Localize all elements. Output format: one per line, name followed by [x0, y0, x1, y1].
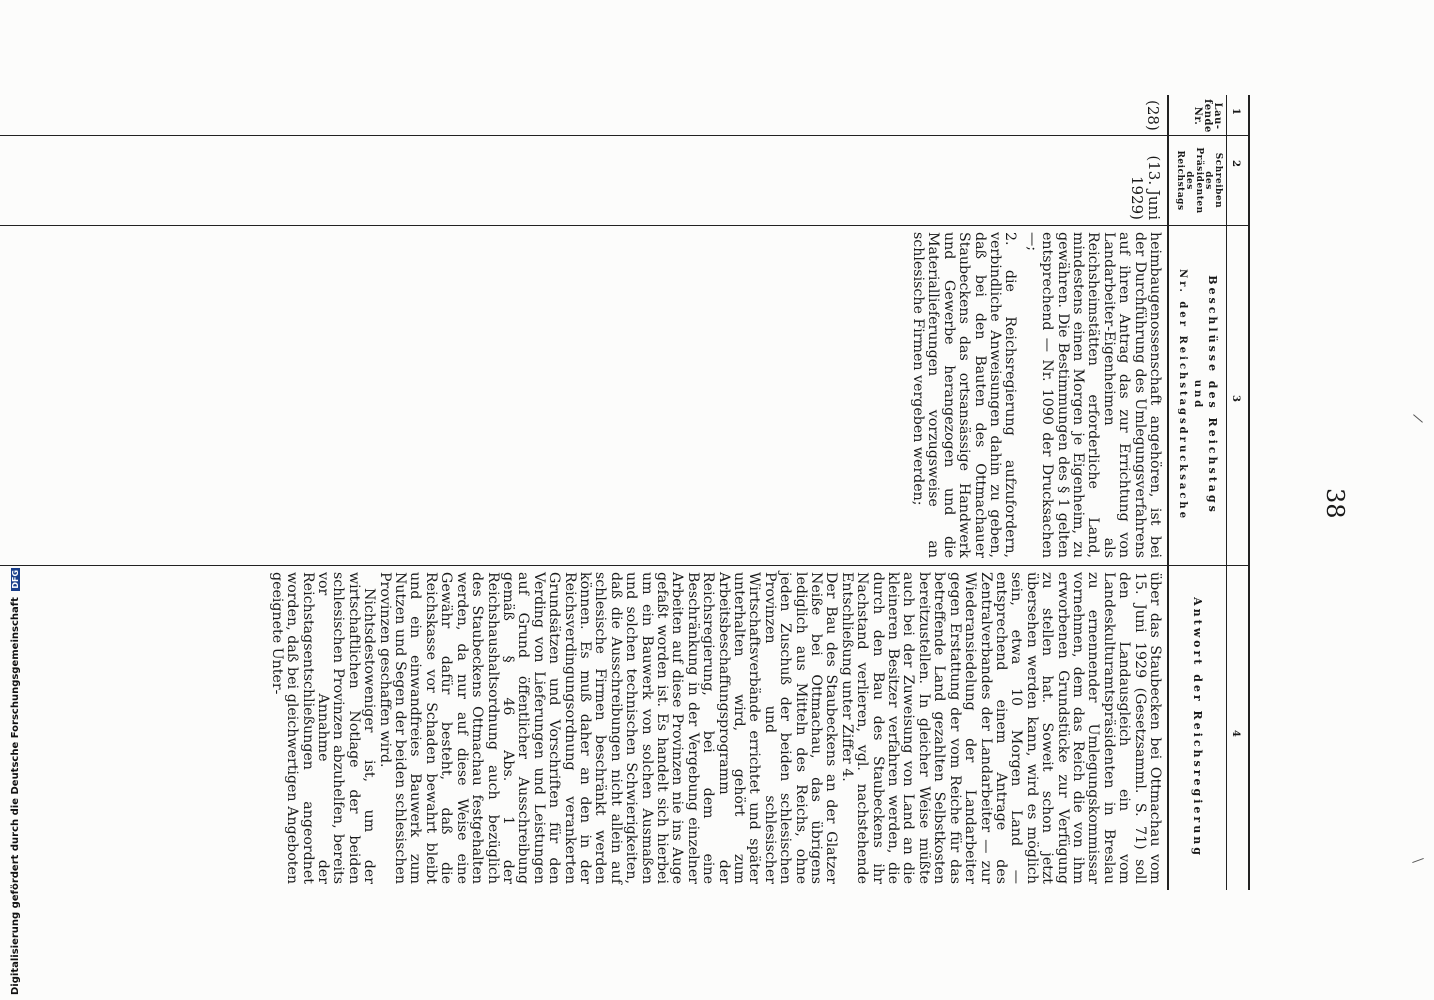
- header-bottom-rule: [1167, 95, 1169, 890]
- answer-text: [268, 572, 1162, 884]
- resolution-paragraph: heimbaugenossenschaft angehören, ist bei der Durchführung des Umlegungsverfahrens auf ihren Antrag das zur Errichtung von Landarbeiter-Eigenheimen als Reichsheimstätten erforderliche Land, mindestens einen Morgen je Eigenheim, zu gewähren. Die Bestimmungen des § 1 gelten entsprechend — Nr. 1090 der Drucksachen —;: [1023, 232, 1163, 558]
- header-antwort: Antwort der Reichsregierung: [1191, 597, 1204, 858]
- resolution-paragraph: 2. die Reichsregierung aufzufordern, verbindliche Anweisungen dahin zu geben, daß bei den Bauten des Ottmachauer Staubeckens das ortsansässige Handwerk und Gewerbe herangezogen und die Materiallieferungen vorzugsweise an schlesische Firmen vergeben werden;: [909, 232, 1019, 558]
- entry-date-line1: (13. Juni: [1145, 155, 1163, 220]
- col-number-1: 1: [1230, 108, 1241, 115]
- header-laufende-nr: Lau- fende Nr.: [1192, 99, 1223, 133]
- header-schreiben: Schreiben des Präsidenten des Reichstags: [1175, 147, 1223, 214]
- table-top-rule: [1248, 95, 1250, 890]
- header-beschluesse-line1: Beschlüsse des Reichstags: [1206, 275, 1219, 515]
- column-divider-1: [0, 135, 1250, 136]
- scan-mark: [1413, 414, 1423, 422]
- column-divider-3: [0, 565, 1250, 566]
- header-beschluesse-line2: und: [1192, 379, 1203, 411]
- entry-number: (28): [1144, 100, 1162, 131]
- col-number-4: 4: [1230, 730, 1241, 737]
- entry-date: [1128, 140, 1162, 220]
- scan-mark: [1412, 858, 1424, 863]
- col-number-2: 2: [1230, 160, 1241, 167]
- answer-paragraph: Der Bau des Staubeckens an der Glatzer Neiße bei Ottmachau, das übrigens lediglich aus Mitteln des Reichs, ohne jeden Zuschuß der beiden schlesischen Provinzen und schlesischer Wirtschaftsverbände errichtet und später unterhalten wird, gehört zum Arbeitsbeschaffungsprogramm der Reichsregierung, bei dem eine Beschränkung in der Vergebung einzelner Arbeiten auf diese Provinzen nie ins Auge gefaßt worden ist. Es handelt sich hierbei um ein Bauwerk von solchen Ausmaßen und solchen technischen Schwierigkeiten, daß die Ausschreibungen nicht allein auf schlesische Firmen beschränkt werden können. Es muß daher an den in der Reichsverdingungsordnung verankerten Grundsätzen und Vorschriften für den Verding von Lieferungen und Leistungen auf Grund öffentlicher Ausschreibung gemäß § 46 Abs. 1 der Reichshaushaltsordnung auch bezüglich des Staubeckens Ottmachau festgehalten werden, da nur auf diese Weise eine Gewähr dafür besteht, daß die Reichskasse vor Schaden bewahrt bleibt und ein einwandfreies Bauwerk zum Nutzen und Segen der beiden schlesischen Provinzen geschaffen wird.: [376, 572, 840, 884]
- answer-paragraph: Nichtsdestoweniger ist, um der wirtschaftlichen Notlage der beiden schlesischen Provinzen abzuhelfen, bereits vor Annahme der Reichstagsentschließungen angeordnet worden, daß bei gleichwertigen Angeboten geeignete Unter-: [268, 572, 378, 884]
- digitization-note: Digitalisierung gefördert durch die Deutsche Forschungsgemeinschaft: [10, 597, 21, 995]
- resolution-text: [910, 232, 1163, 558]
- col-number-3: 3: [1230, 395, 1241, 402]
- answer-paragraph: über das Staubecken bei Ottmachau vom 15. Juni 1929 (Gesetzsamml. S. 71) soll den Landausgleich ein vom Landeskulturamtspräsidenten in Breslau zu ernennender Umlegungskommissar vornehmen, dem das Reich die von ihm erworbenen Grundstücke zur Verfügung zu stellen hat. Soweit schon jetzt übersehen werden kann, wird es möglich sein, etwa 10 Morgen Land — entsprechend einem Antrage des Zentralverbandes der Landarbeiter — zur Wiederansiedelung der Landarbeiter gegen Erstattung der vom Reiche für das betreffende Land gezahlten Selbstkosten bereitzustellen. In gleicher Weise müßte auch bei der Zuweisung von Land an die kleineren Besitzer verfahren werden, die durch den Bau des Staubeckens ihr Nachstand verlieren, vgl. nachstehende Entschließung unter Ziffer 4.: [838, 572, 1163, 884]
- digitization-footer: [10, 568, 21, 995]
- column-number-rule: [1226, 95, 1227, 890]
- header-beschluesse-line3: Nr. der Reichstagsdrucksache: [1177, 268, 1188, 522]
- column-divider-2: [0, 225, 1250, 226]
- dfg-logo: DFG: [11, 569, 20, 589]
- entry-date-line2: 1929): [1128, 175, 1146, 220]
- page-number: 38: [1321, 488, 1349, 519]
